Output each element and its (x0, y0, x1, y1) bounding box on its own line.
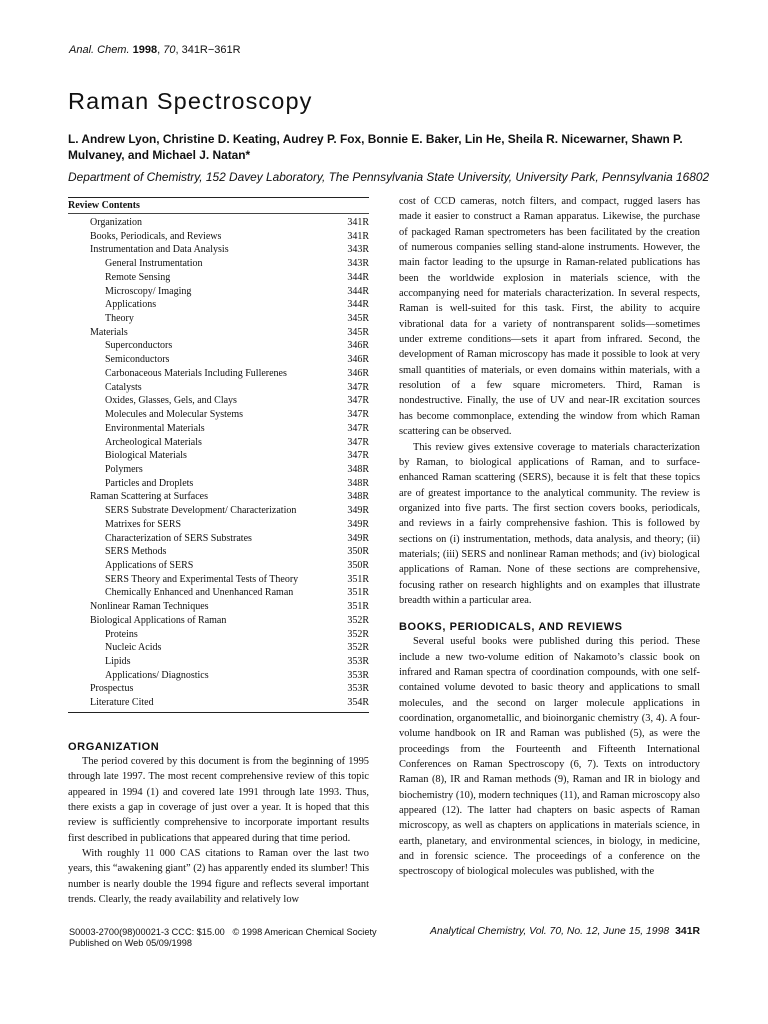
contents-entry-label: Nucleic Acids (105, 642, 162, 654)
contents-entry-label: Semiconductors (105, 354, 170, 366)
books-heading: BOOKS, PERIODICALS, AND REVIEWS (399, 621, 623, 634)
contents-entry-page: 346R (347, 354, 369, 366)
footer-code: S0003-2700(98)00021-3 CCC: $15.00 (69, 927, 225, 937)
journal-pages: 341R−361R (181, 44, 241, 56)
contents-row (68, 230, 369, 244)
contents-row (68, 408, 369, 422)
contents-entry-label: Characterization of SERS Substrates (105, 532, 252, 544)
organization-paragraph: The period covered by this document is from the beginning of 1995 through late 1997. The most recent comprehensive review of this topic appeared in 1994 (1) and covered late 1991 through late 1993. Thus, there exists a gap in coverage of just over a year. It is hoped that this review is sufficiently comprehensive to incorporate important results first described in publications that appeared during that time period. (68, 756, 369, 844)
contents-entry-page: 353R (347, 656, 369, 667)
contents-row (68, 422, 369, 436)
footer-right (430, 926, 700, 937)
author-list: L. Andrew Lyon, Christine D. Keating, Audrey P. Fox, Bonnie E. Baker, Lin He, Sheila R. Nicewarner, Shawn P. Mulvaney, and Michael J. Natan* (68, 132, 683, 162)
contents-entry-page: 343R (347, 244, 369, 256)
contents-row (68, 381, 369, 395)
contents-row (68, 216, 369, 230)
contents-entry-label: Chemically Enhanced and Unenhanced Raman (105, 587, 294, 599)
journal-year: 1998 (132, 44, 158, 56)
contents-row (68, 353, 369, 367)
contents-row (68, 586, 369, 600)
contents-row (68, 436, 369, 450)
organization-heading: ORGANIZATION (68, 741, 160, 753)
contents-row (68, 463, 369, 477)
contents-entry-page: 343R (347, 258, 369, 270)
contents-entry-page: 349R (347, 518, 369, 530)
contents-row (68, 490, 369, 504)
contents-row (68, 367, 369, 381)
journal-citation: Anal. Chem. 1998, 70, 341R−361R (69, 44, 241, 56)
contents-entry-page: 341R (347, 217, 369, 228)
page-number: 341R (675, 926, 700, 937)
contents-entry-page: 353R (347, 669, 369, 681)
contents-row (68, 696, 369, 710)
contents-entry-page: 349R (347, 505, 369, 517)
contents-entry-page: 347R (347, 395, 369, 407)
body-paragraph: This review gives extensive coverage to materials characterization by Raman, to biological applications of Raman, and to surface-enhanced Raman scattering (SERS), because it is felt that these topics are of greatest importance to the analytical community. The review is organized into five parts. The first section covers books, periodicals, and reviews in a fairly comprehensive fashion. This is followed by sections on (i) instrumentation, methods, data analysis, and theory; (ii) materials; (iii) SERS and nonlinear Raman methods; and (iv) biological applications of Raman. None of these sections are comprehensive, focusing rather on research highlights and on examples that illustrate breadth within a particular area. (399, 441, 700, 606)
left-column (68, 740, 369, 907)
contents-entry-page: 347R (347, 422, 369, 434)
footer-published: Published on Web 05/09/1998 (69, 938, 192, 948)
contents-row (68, 312, 369, 326)
contents-row (68, 573, 369, 587)
contents-entry-label: Environmental Materials (105, 422, 205, 434)
contents-row (68, 449, 369, 463)
contents-entry-label: Archeological Materials (105, 436, 202, 448)
contents-entry-page: 346R (347, 340, 369, 352)
contents-heading-rule (68, 213, 369, 214)
contents-entry-label: Lipids (105, 656, 131, 667)
contents-entry-label: Molecules and Molecular Systems (105, 409, 244, 421)
contents-entry-label: Proteins (105, 628, 138, 640)
contents-entry-page: 349R (347, 532, 369, 544)
contents-entry-label: Microscopy/ Imaging (105, 285, 192, 297)
contents-row (68, 326, 369, 340)
contents-row (68, 285, 369, 299)
contents-entry-page: 351R (347, 587, 369, 599)
contents-row (68, 600, 369, 614)
contents-entry-page: 350R (347, 546, 369, 558)
contents-list (68, 216, 369, 710)
contents-entry-page: 341R (347, 230, 369, 242)
contents-row (68, 271, 369, 285)
contents-entry-label: Instrumentation and Data Analysis (90, 244, 229, 256)
contents-entry-label: Applications/ Diagnostics (105, 669, 209, 681)
contents-entry-label: General Instrumentation (105, 258, 203, 270)
contents-entry-page: 347R (347, 409, 369, 421)
contents-entry-page: 350R (347, 559, 369, 571)
contents-entry-label: Theory (105, 313, 134, 325)
contents-entry-label: Superconductors (105, 340, 173, 352)
contents-entry-label: SERS Methods (105, 546, 167, 558)
footer-journal: Analytical Chemistry, Vol. 70, No. 12, June 15, 1998 (430, 926, 670, 937)
contents-entry-page: 344R (347, 299, 369, 311)
contents-row (68, 641, 369, 655)
journal-volume: 70 (163, 44, 176, 56)
contents-row (68, 669, 369, 683)
contents-row (68, 545, 369, 559)
right-column (399, 194, 700, 880)
books-paragraph: Several useful books were published during this period. These include a new two-volume edition of Nakamoto’s classic book on infrared and Raman spectra of coordination compounds, with one self-contained volume devoted to basic theory and applications to small molecules, and the second on larger molecule applications in coordination, organometallic, and bioinorganic chemistry (3, 4). A four-volume handbook on IR and Raman was published (5), as were the proceedings from the Fourteenth and Fifteenth International Conferences on Raman Spectroscopy (6, 7). Texts on introductory Raman (8), IR and Raman methods (9), Raman and IR in biology and biochemistry (10), modern techniques (11), and Raman microscopy also appeared (12). The latter had chapters on basic aspects of Raman microscopy, as well as chapters on applications in materials science, in earth, planetary, and environmental sciences, in biology, in medicine, and in forensic science. The proceedings of a conference on the spectroscopy of biological molecules was published, with the (399, 636, 700, 878)
contents-entry-page: 344R (347, 285, 369, 297)
contents-entry-label: Catalysts (105, 381, 142, 393)
contents-heading: Review Contents (68, 200, 140, 211)
contents-entry-page: 347R (347, 381, 369, 393)
contents-entry-page: 345R (347, 313, 369, 325)
contents-entry-label: Biological Applications of Raman (90, 614, 227, 626)
contents-row (68, 257, 369, 271)
contents-entry-label: SERS Theory and Experimental Tests of Theory (105, 573, 299, 585)
contents-entry-page: 351R (347, 601, 369, 613)
contents-entry-label: Polymers (105, 463, 143, 475)
contents-row (68, 518, 369, 532)
contents-entry-label: Matrixes for SERS (105, 518, 182, 530)
contents-entry-page: 348R (347, 491, 369, 503)
contents-entry-page: 351R (347, 573, 369, 585)
contents-entry-page: 346R (347, 367, 369, 379)
contents-entry-page: 354R (347, 697, 369, 709)
contents-row (68, 477, 369, 491)
contents-entry-label: Prospectus (90, 683, 134, 695)
contents-entry-page: 347R (347, 436, 369, 448)
contents-entry-page: 344R (347, 271, 369, 283)
affiliation: Department of Chemistry, 152 Davey Laboratory, The Pennsylvania State University, University Park, Pennsylvania 16802 (68, 170, 710, 184)
contents-row (68, 339, 369, 353)
contents-entry-page: 353R (347, 683, 369, 695)
contents-bottom-rule (68, 712, 369, 713)
organization-paragraph: With roughly 11 000 CAS citations to Raman over the last two years, this “awakening giant” (2) has apparently ended its slumber! This number is nearly double the 1994 figure and reflects several important trends. Clearly, the ready availability and relatively low (68, 848, 369, 906)
contents-row (68, 504, 369, 518)
contents-entry-label: Applications (105, 299, 157, 311)
contents-entry-label: SERS Substrate Development/ Characterization (105, 505, 297, 517)
contents-row (68, 628, 369, 642)
contents-entry-label: Oxides, Glasses, Gels, and Clays (105, 395, 237, 407)
footer-copyright: © 1998 American Chemical Society (232, 927, 377, 937)
contents-row (68, 655, 369, 669)
contents-row (68, 298, 369, 312)
contents-entry-label: Particles and Droplets (105, 477, 194, 489)
contents-entry-page: 352R (347, 628, 369, 640)
contents-entry-label: Nonlinear Raman Techniques (90, 601, 209, 613)
contents-entry-label: Applications of SERS (105, 559, 194, 571)
contents-row (68, 394, 369, 408)
footer-left (69, 927, 377, 949)
contents-entry-label: Raman Scattering at Surfaces (90, 491, 209, 503)
contents-entry-page: 347R (347, 450, 369, 462)
contents-row (68, 682, 369, 696)
contents-row (68, 614, 369, 628)
contents-entry-label: Biological Materials (105, 450, 187, 462)
contents-row (68, 559, 369, 573)
contents-entry-label: Carbonaceous Materials Including Fullerenes (105, 367, 287, 379)
contents-entry-page: 348R (347, 463, 369, 475)
contents-entry-label: Organization (90, 217, 143, 228)
contents-entry-label: Remote Sensing (105, 271, 171, 283)
contents-top-rule (68, 197, 369, 198)
review-contents (68, 197, 369, 713)
contents-entry-label: Books, Periodicals, and Reviews (90, 230, 222, 242)
contents-entry-label: Literature Cited (90, 697, 154, 709)
contents-entry-label: Materials (90, 326, 128, 338)
contents-entry-page: 345R (347, 326, 369, 338)
contents-row (68, 243, 369, 257)
article-title: Raman Spectroscopy (68, 88, 313, 114)
journal-name: Anal. Chem. (69, 44, 130, 56)
contents-row (68, 532, 369, 546)
contents-entry-page: 348R (347, 477, 369, 489)
contents-entry-page: 352R (347, 642, 369, 654)
body-paragraph: cost of CCD cameras, notch filters, and compact, rugged lasers has made it easier to construct a Raman apparatus. Likewise, the purchase of packaged Raman spectrometers has been facilitated by the creation of numerous companies selling stand-alone instruments. However, the main factor leading to the upsurge in Raman-related publications has been the worldwide explosion in materials science, with the accompanying need for materials characterization. In several respects, Raman is well-suited for this task. First, the ability to acquire vibrational data for a variety of nontransparent solids—sometimes under extreme conditions—sets it apart from infrared. Second, the development of Raman microscopy has made it possible to look at very small quantities of materials, or even domains within materials, with a resolution of a few square micrometers. Third, Raman is nondestructive. Finally, the use of UV and near-IR excitation sources has become commonplace, extending the window from which Raman scattering can be observed. (399, 196, 700, 438)
contents-entry-page: 352R (347, 614, 369, 626)
